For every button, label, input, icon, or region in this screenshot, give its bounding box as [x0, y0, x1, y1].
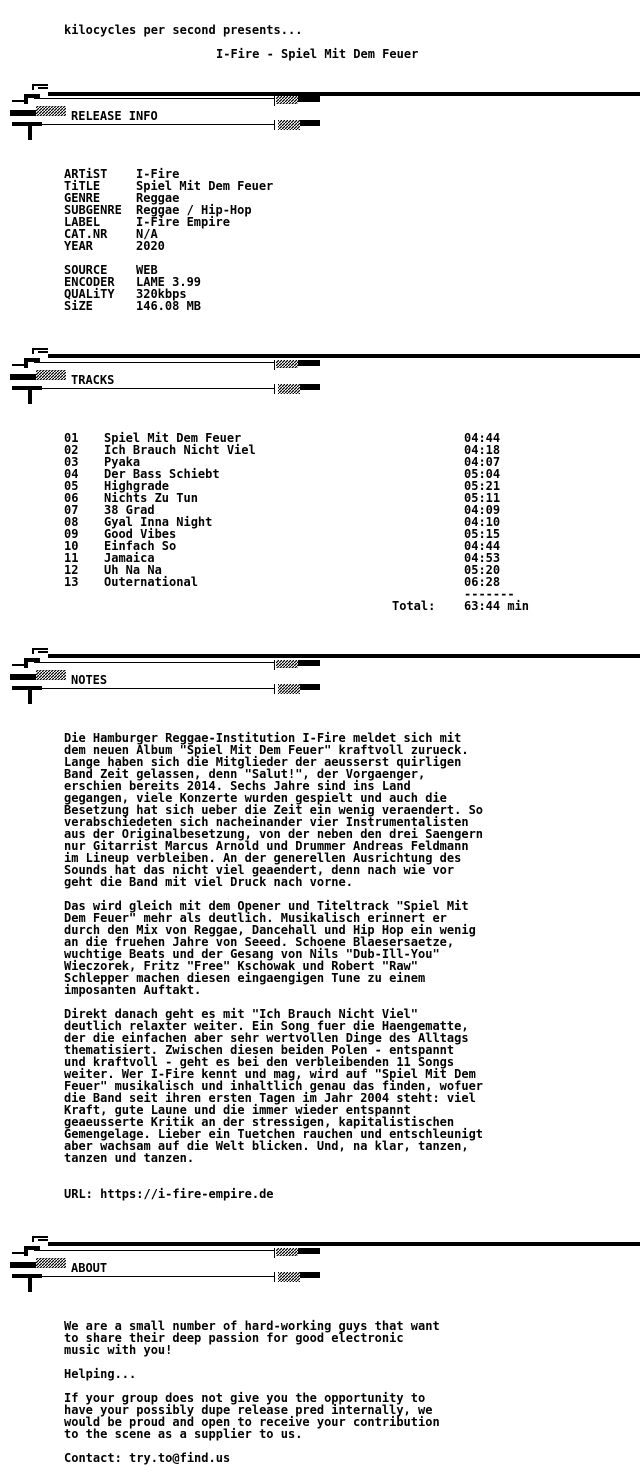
track-number: 09 [64, 527, 79, 541]
track-length: 05:20 [464, 563, 501, 577]
track-length: 05:15 [464, 527, 501, 541]
track-name: Jamaica [104, 551, 155, 565]
track-number: 01 [64, 431, 79, 445]
track-name: Nichts Zu Tun [104, 491, 198, 505]
info-row [64, 228, 273, 240]
section-header-about [0, 1236, 640, 1296]
track-name: 38 Grad [104, 503, 155, 517]
track-name: Ich Brauch Nicht Viel [104, 443, 256, 457]
track-name: Uh Na Na [104, 563, 162, 577]
release-title: I-Fire - Spiel Mit Dem Feuer [216, 47, 419, 61]
track-name: Spiel Mit Dem Feuer [104, 431, 242, 445]
track-length: 04:44 [464, 431, 501, 445]
section-title: NOTES [71, 673, 108, 687]
track-number: 02 [64, 443, 79, 457]
track-number: 08 [64, 515, 79, 529]
track-number: 13 [64, 575, 79, 589]
encoding-info-table [64, 264, 201, 312]
info-value: I-Fire [136, 167, 180, 181]
info-value: LAME 3.99 [136, 275, 202, 289]
track-length: 05:04 [464, 467, 501, 481]
track-length: 05:11 [464, 491, 501, 505]
info-key: ENCODER [64, 275, 115, 289]
about-contact: Contact: try.to@find.us [64, 1451, 231, 1465]
track-length: 04:18 [464, 443, 501, 457]
tracklist [64, 432, 544, 588]
release-info-table [64, 168, 273, 252]
info-value: Spiel Mit Dem Feuer [136, 179, 274, 193]
track-name: Outernational [104, 575, 198, 589]
track-name: Der Bass Schiebt [104, 467, 220, 481]
total-separator: ------- [464, 587, 515, 601]
track-length: 04:09 [464, 503, 501, 517]
track-number: 06 [64, 491, 79, 505]
track-number: 05 [64, 479, 79, 493]
section-header-notes [0, 648, 640, 708]
info-row [64, 300, 201, 312]
info-value: I-Fire Empire [136, 215, 230, 229]
track-name: Gyal Inna Night [104, 515, 213, 529]
info-value: 2020 [136, 239, 165, 253]
notes-paragraph-3: Direkt danach geht es mit "Ich Brauch Nicht Viel" deutlich relaxter weiter. Ein Song fuer die Haengematte, der die einfachen aber sehr wertvollen Dinge des Alltags thematisiert. Zwischen diesen beiden Polen - entspannt und kraftvoll - geht es bei den verbleibenden 11 Songs weiter. Wer I-Fire kennt und mag, wird auf "Spiel Mit Dem Feuer" musikalisch und inhaltlich genau das finden, wofuer die Band seit ihren ersten Tagen im Jahr 2004 steht: viel Kraft, gute Laune und die immer wieder entspannt geaeusserte Kritik an der stressigen, kapitalistischen Gemengelage. Lieber ein Tuetchen rauchen und entschleunigt aber wachsam auf die Welt blicken. Und, na klar, tanzen, tanzen und tanzen. [64, 1007, 484, 1165]
info-value: Reggae [136, 191, 180, 205]
track-number: 07 [64, 503, 79, 517]
track-length: 04:10 [464, 515, 501, 529]
info-key: SOURCE [64, 263, 108, 277]
track-name: Good Vibes [104, 527, 177, 541]
about-paragraph-3: If your group does not give you the opportunity to have your possibly dupe release pred internally, we would be proud and open to receive your contribution to the scene as a supplier to us. [64, 1391, 440, 1441]
section-header-tracks [0, 348, 640, 408]
track-number: 10 [64, 539, 79, 553]
info-key: ARTiST [64, 167, 108, 181]
section-header-release-info [0, 84, 640, 144]
info-value: Reggae / Hip-Hop [136, 203, 252, 217]
notes-paragraph-1: Die Hamburger Reggae-Institution I-Fire meldet sich mit dem neuen Album "Spiel Mit Dem Feuer" kraftvoll zurueck. Lange haben sich die Mitglieder der aeusserst quirligen Band Zeit gelassen, denn "Salut!", der Vorgaenger, erschien bereits 2014. Sechs Jahre sind ins Land gegangen, viele Konzerte wurden gespielt und auch die Besetzung hat sich ueber die Zeit ein wenig veraendert. So verabschiedeten sich nacheinander vier Instrumentalisten aus der Originalbesetzung, von der neben den drei Saengern nur Gitarrist Marcus Arnold und Drummer Andreas Feldmann im Lineup verbleiben. An der generellen Ausrichtung des Sounds hat das nicht viel geaendert, denn nach wie vor geht die Band mit viel Druck nach vorne. [64, 731, 484, 889]
about-paragraph-1: We are a small number of hard-working guys that want to share their deep passion for good electronic music with you! [64, 1319, 440, 1357]
presents-line: kilocycles per second presents... [64, 23, 303, 37]
track-length: 04:44 [464, 539, 501, 553]
info-key: SiZE [64, 299, 93, 313]
track-number: 12 [64, 563, 79, 577]
info-row [64, 240, 273, 252]
total-duration: 63:44 min [464, 599, 530, 613]
total-label: Total: [392, 599, 436, 613]
notes-url: URL: https://i-fire-empire.de [64, 1187, 274, 1201]
info-key: CAT.NR [64, 227, 108, 241]
track-name: Einfach So [104, 539, 177, 553]
info-key: LABEL [64, 215, 101, 229]
info-key: YEAR [64, 239, 93, 253]
track-length: 04:53 [464, 551, 501, 565]
info-key: SUBGENRE [64, 203, 122, 217]
info-key: QUALiTY [64, 287, 115, 301]
track-number: 04 [64, 467, 79, 481]
track-number: 03 [64, 455, 79, 469]
section-title: TRACKS [71, 373, 115, 387]
info-value: N/A [136, 227, 158, 241]
section-title: RELEASE INFO [71, 109, 158, 123]
about-paragraph-2: Helping... [64, 1367, 137, 1381]
info-value: WEB [136, 263, 158, 277]
info-key: TiTLE [64, 179, 101, 193]
track-name: Pyaka [104, 455, 141, 469]
section-title: ABOUT [71, 1261, 108, 1275]
notes-paragraph-2: Das wird gleich mit dem Opener und Titeltrack "Spiel Mit Dem Feuer" mehr als deutlich. Musikalisch erinnert er durch den Mix von Reggae, Dancehall und Hip Hop ein wenig an die fruehen Jahre von Seeed. Schoene Blaesersaetze, wuchtige Beats und der Gesang von Nils "Dub-Ill-You" Wieczorek, Fritz "Free" Kschowak und Robert "Raw" Schlepper machen diesen eingaengigen Tune zu einem imposanten Auftakt. [64, 899, 476, 997]
track-length: 04:07 [464, 455, 501, 469]
track-length: 05:21 [464, 479, 501, 493]
info-value: 146.08 MB [136, 299, 202, 313]
info-value: 320kbps [136, 287, 187, 301]
track-number: 11 [64, 551, 79, 565]
track-name: Highgrade [104, 479, 170, 493]
info-key: GENRE [64, 191, 101, 205]
track-length: 06:28 [464, 575, 501, 589]
